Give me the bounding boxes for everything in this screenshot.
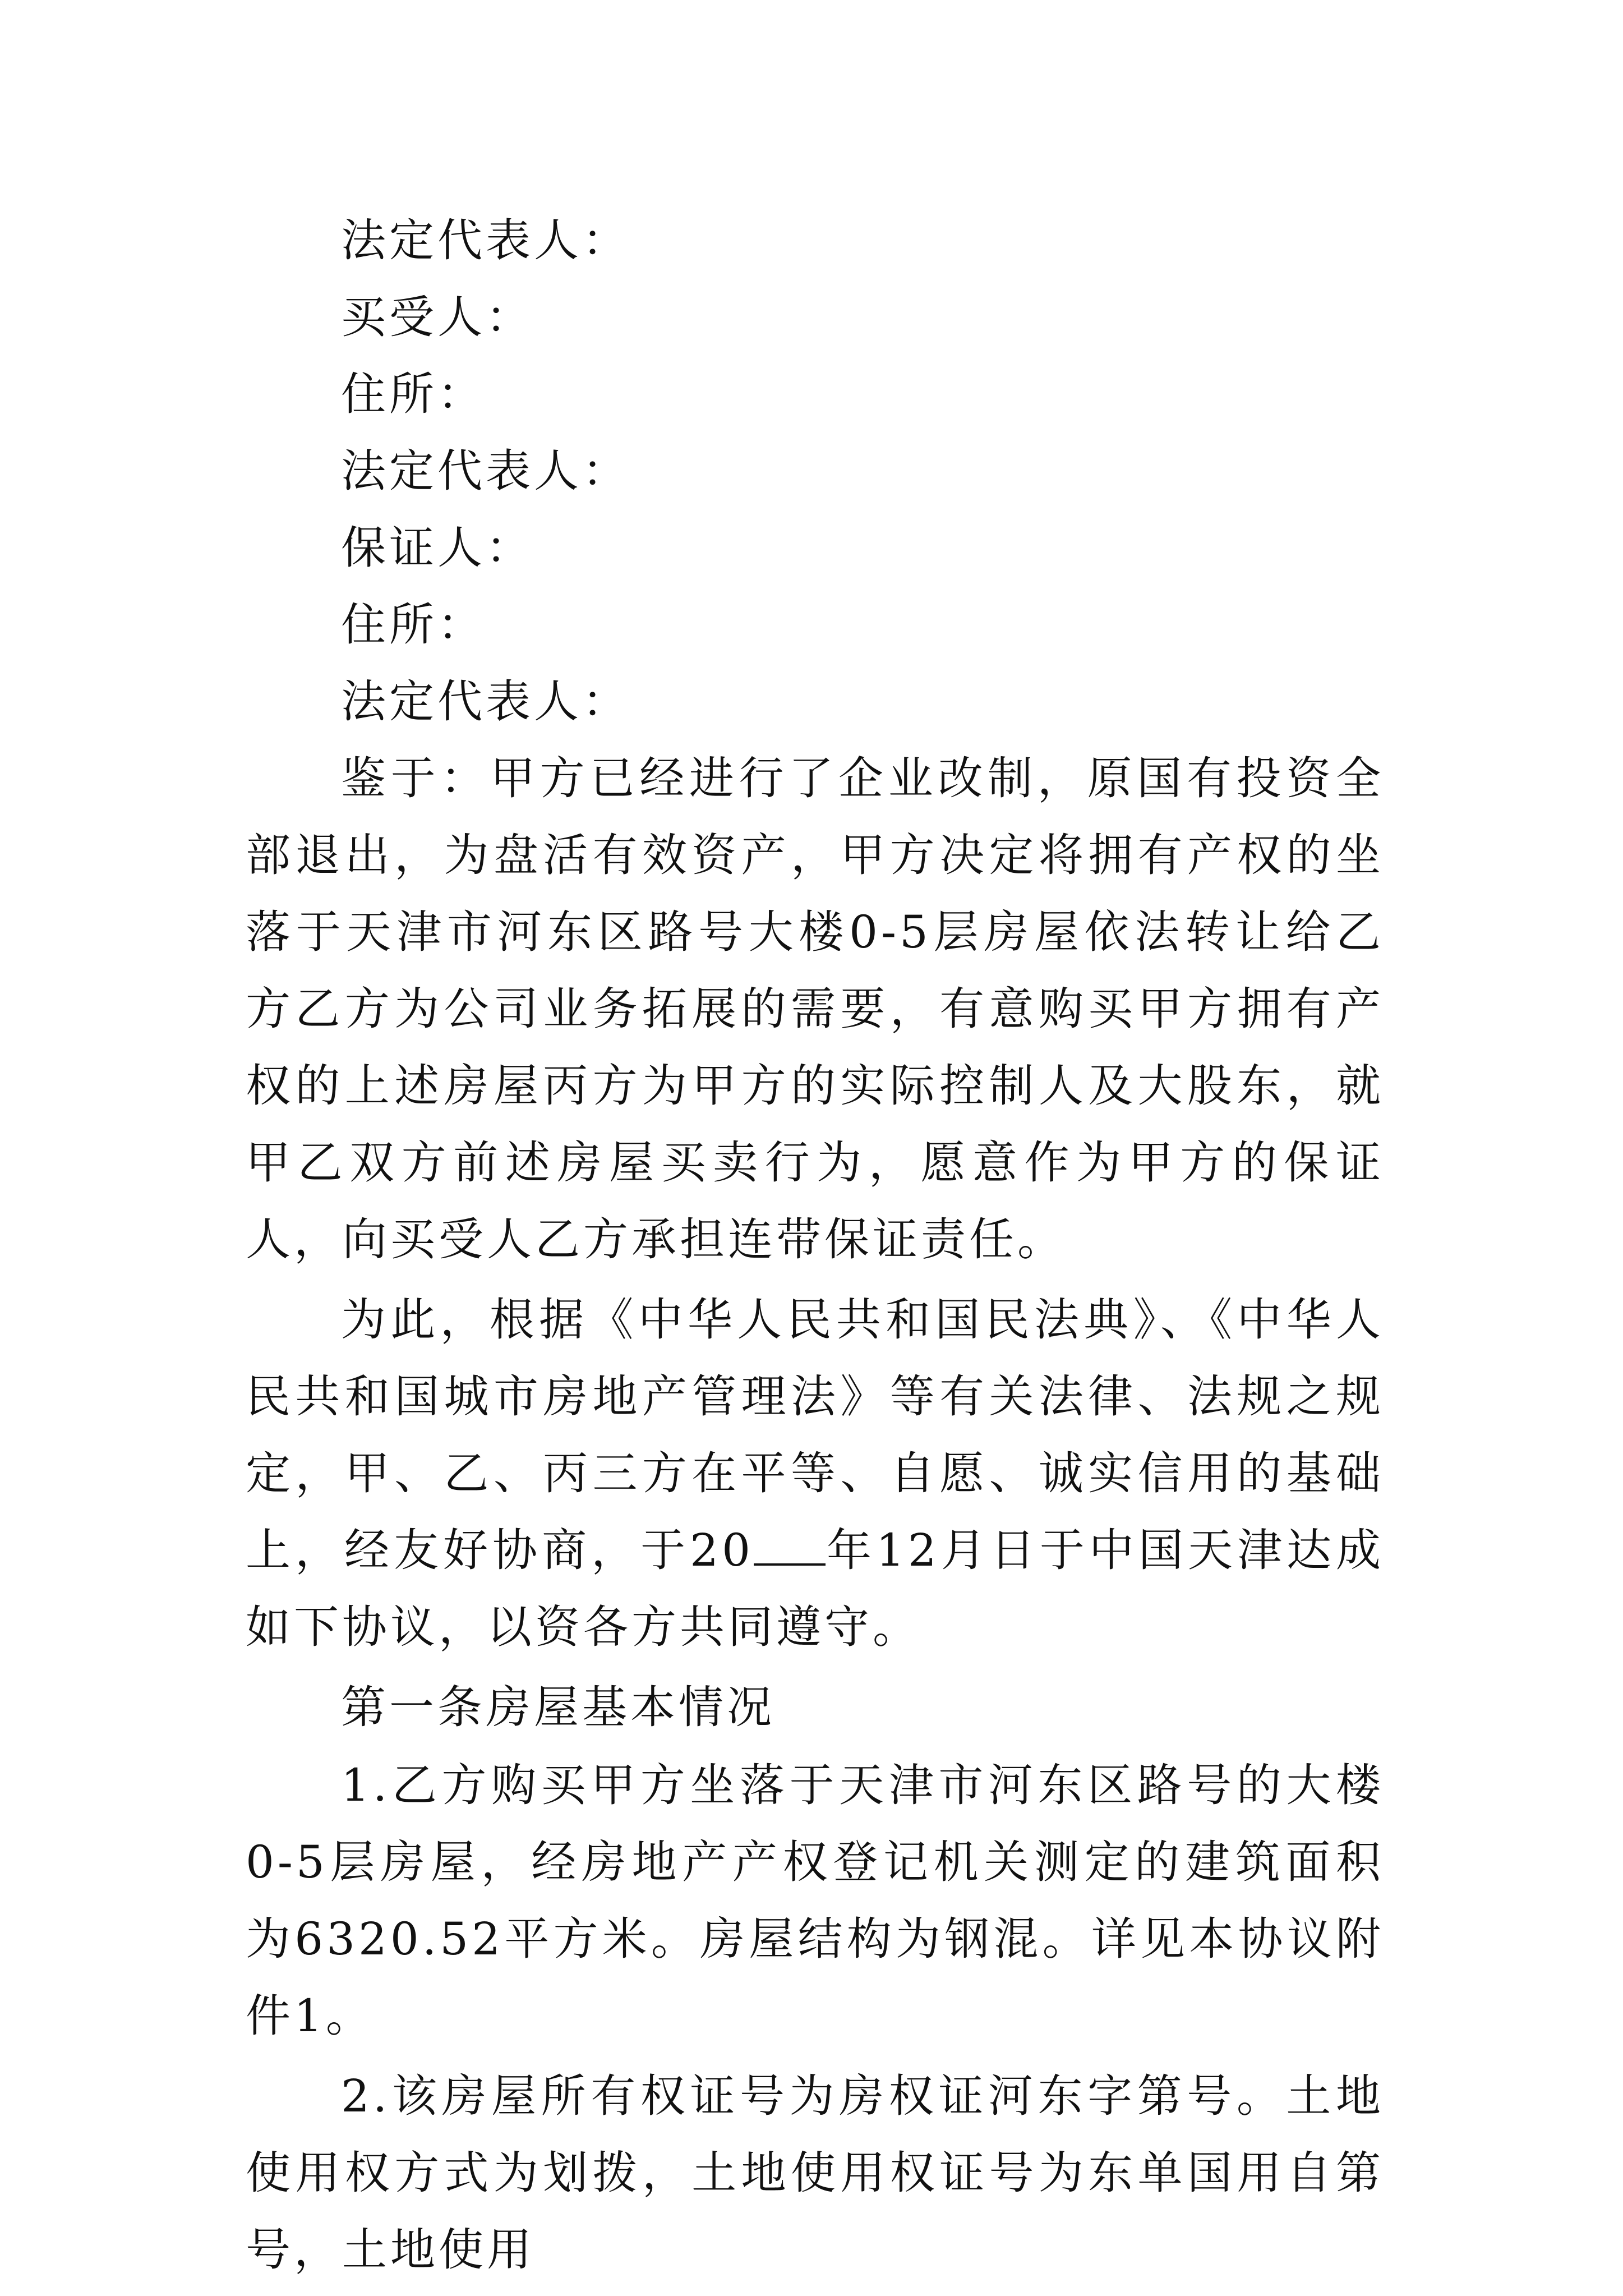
field-legal-representative: 法定代表人： (341, 675, 630, 728)
field-buyer: 买受人： (341, 291, 534, 343)
document-body (246, 202, 1384, 2292)
basis-text-continued: 年12月日于中国天津达成如下协议，以资各方共同遵守。 (246, 1524, 1385, 1653)
recital-paragraph: 鉴于：甲方已经进行了企业改制，原国有投资全部退出，为盘活有效资产，甲方决定将拥有产权的坐落于天津市河东区路号大楼0-5层房屋依法转让给乙方乙方为公司业务拓展的需要，有意购买甲方拥有产权的上述房屋丙方为甲方的实际控制人及大股东，就甲乙双方前述房屋买卖行为，愿意作为甲方的保证人，向买受人乙方承担连带保证责任。 (246, 752, 1384, 1266)
year-blank (754, 1527, 826, 1566)
basis-text: 为此，根据《中华人民共和国民法典》、《中华人民共和国城市房地产管理法》等有关法律、法规之规定，甲、乙、丙三方在平等、自愿、诚实信用的基础上，经友好协商，于20 (246, 1294, 1384, 1576)
field-legal-representative: 法定代表人： (341, 214, 630, 266)
field-legal-representative: 法定代表人： (341, 445, 630, 497)
article-item: 2.该房屋所有权证号为房权证河东字第号。土地使用权方式为划拨，土地使用权证号为东单国用自第号，土地使用 (246, 2070, 1384, 2276)
field-address: 住所： (341, 599, 486, 651)
article-item: 1.乙方购买甲方坐落于天津市河东区路号的大楼0-5层房屋，经房地产产权登记机关测定的建筑面积为6320.52平方米。房屋结构为钢混。详见本协议附件1。 (246, 1759, 1384, 2042)
field-address: 住所： (341, 368, 486, 420)
field-guarantor: 保证人： (341, 522, 534, 574)
article-heading: 第一条房屋基本情况 (341, 1681, 775, 1733)
basis-paragraph (246, 1281, 1384, 1665)
